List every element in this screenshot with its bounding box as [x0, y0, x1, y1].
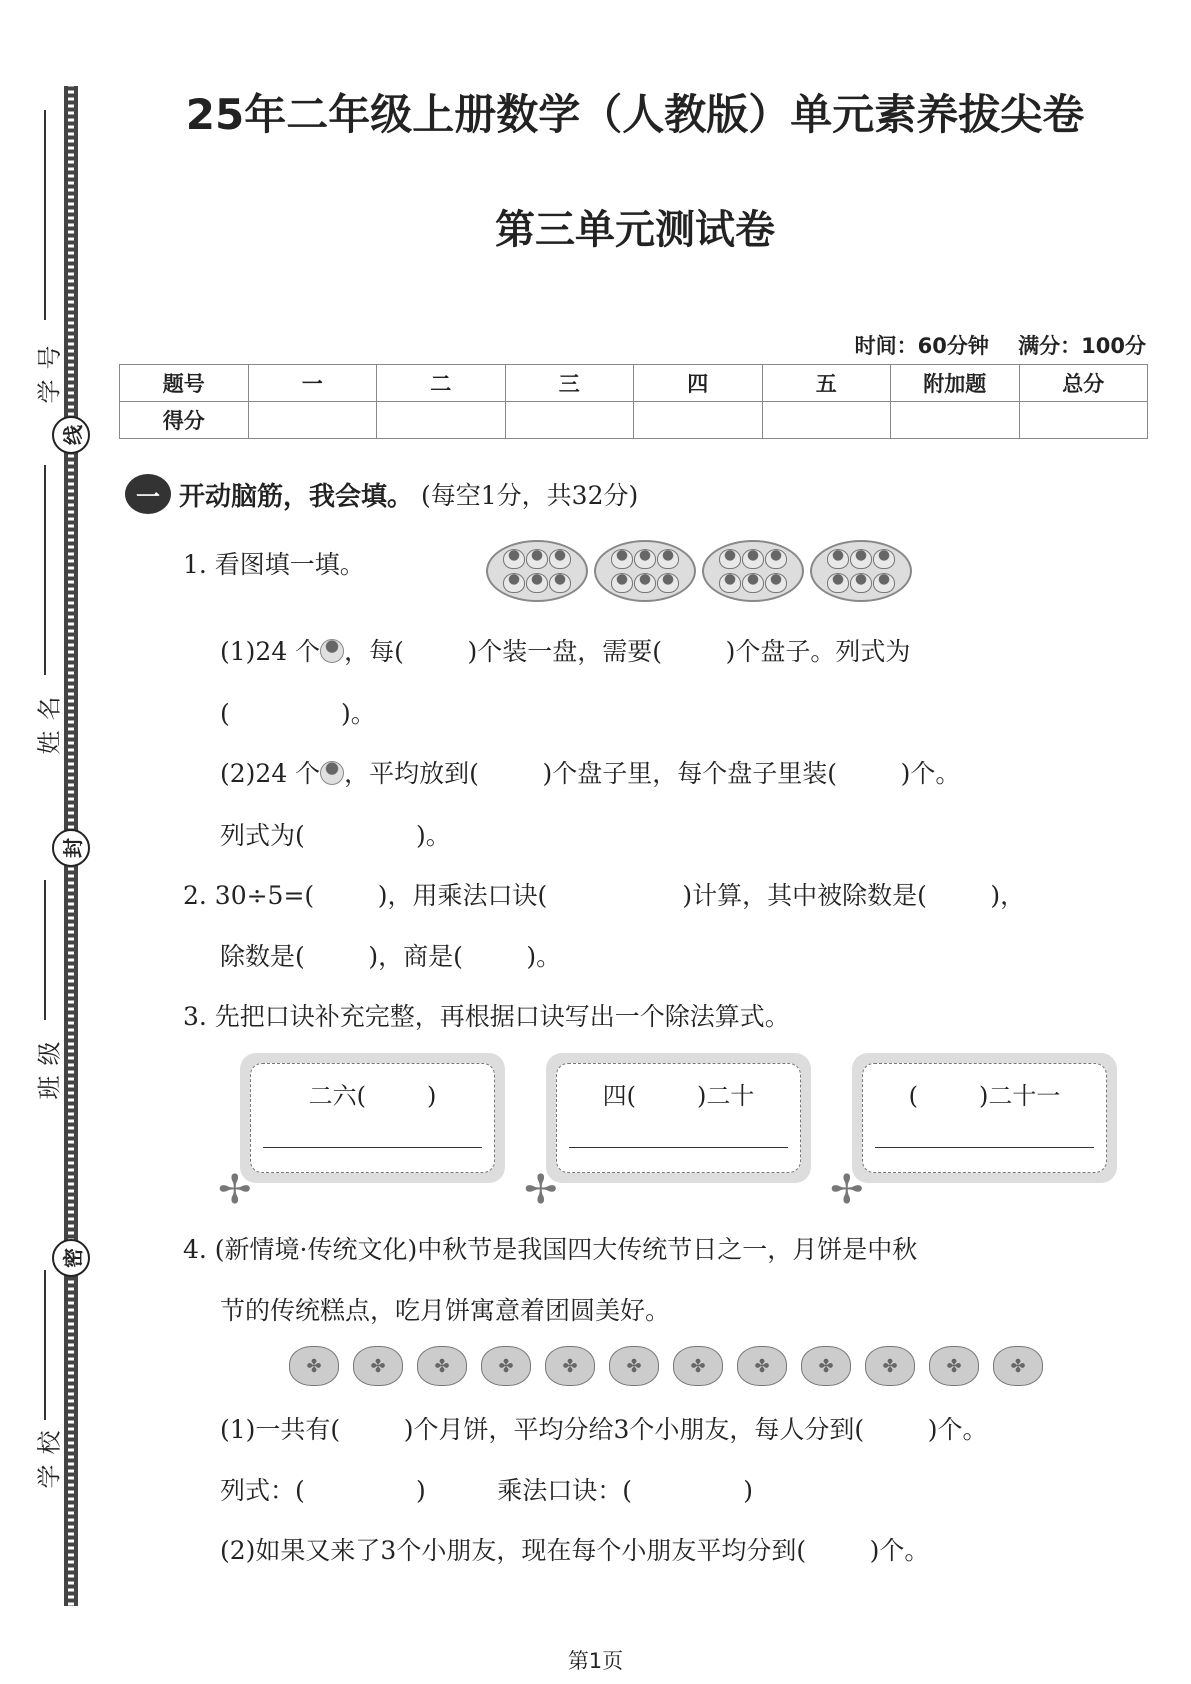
- question-2-line1: 2. 30÷5=( )，用乘法口诀( )计算，其中被除数是( )，: [183, 881, 1026, 910]
- mooncake-icon: ✤: [929, 1346, 979, 1386]
- margin-line: [44, 1270, 46, 1420]
- bun-icon: [320, 761, 344, 785]
- class-label: 班级: [35, 1031, 64, 1100]
- page-title: 25年二年级上册数学（人教版）单元素养拔尖卷: [185, 90, 1085, 139]
- text: ，每( )个装一盘，需要( )个盘子。列式为: [344, 637, 911, 666]
- seal-seal: 封: [52, 829, 90, 867]
- plate-icon: [702, 540, 804, 602]
- bun-icon: [742, 549, 764, 569]
- text: ，平均放到( )个盘子里，每个盘子里装( )个。: [344, 759, 961, 788]
- pinwheel-icon: ✢: [524, 1167, 558, 1213]
- table-row: [120, 402, 1148, 439]
- bun-icon: [719, 549, 741, 569]
- score-cell[interactable]: [891, 402, 1020, 439]
- bun-icon: [503, 573, 525, 593]
- table-header: 三: [505, 365, 634, 402]
- formula-box: [218, 1053, 505, 1213]
- q4-part2: (2)如果又来了3个小朋友，现在每个小朋友平均分到( )个。: [220, 1536, 930, 1565]
- bun-icon: [526, 549, 548, 569]
- bun-icon: [719, 573, 741, 593]
- bun-icon: [657, 549, 679, 569]
- mooncake-icon: ✤: [737, 1346, 787, 1386]
- bun-icon: [526, 573, 548, 593]
- row-label: 得分: [120, 402, 249, 439]
- formula-text: ( )二十一: [908, 1082, 1061, 1110]
- pinwheel-icon: ✢: [218, 1167, 252, 1213]
- q4-part1-formula: 列式：( ) 乘法口诀：( ): [220, 1476, 754, 1505]
- formula-box: [524, 1053, 811, 1213]
- table-header: 题号: [120, 365, 249, 402]
- formula-text: 二六( ): [308, 1082, 437, 1110]
- section-heading: [125, 474, 638, 514]
- bun-icon: [742, 573, 764, 593]
- bun-icon: [850, 573, 872, 593]
- question-1-stem: 1. 看图填一填。: [183, 550, 365, 579]
- section-title: 开动脑筋，我会填。: [179, 481, 414, 512]
- page-subtitle: 第三单元测试卷: [495, 207, 775, 253]
- seal-secret: 密: [52, 1239, 90, 1277]
- table-header: 总分: [1019, 365, 1148, 402]
- score-cell[interactable]: [377, 402, 506, 439]
- answer-line[interactable]: [875, 1147, 1094, 1148]
- score-cell[interactable]: [1019, 402, 1148, 439]
- question-4-line1: 4. (新情境·传统文化)中秋节是我国四大传统节日之一，月饼是中秋: [183, 1235, 918, 1264]
- formula-text: 四( )二十: [602, 1082, 755, 1110]
- text: (1)24 个: [220, 637, 321, 666]
- q1-part2: [220, 754, 960, 790]
- bun-icon: [503, 549, 525, 569]
- table-row: [120, 365, 1148, 402]
- pinwheel-icon: ✢: [830, 1167, 864, 1213]
- bun-icon: [549, 573, 571, 593]
- mooncake-icon: ✤: [801, 1346, 851, 1386]
- table-header: 四: [634, 365, 763, 402]
- table-header: 五: [762, 365, 891, 402]
- bun-icon: [765, 549, 787, 569]
- bun-icon: [873, 549, 895, 569]
- full-score: 满分：100分: [1018, 334, 1146, 358]
- text: (2)24 个: [220, 759, 321, 788]
- bun-icon: [873, 573, 895, 593]
- bun-icon: [634, 549, 656, 569]
- margin-line: [44, 880, 46, 1020]
- plate-icon: [486, 540, 588, 602]
- section-note: (每空1分，共32分): [421, 481, 639, 510]
- score-table: [119, 364, 1148, 439]
- table-header: 二: [377, 365, 506, 402]
- plate-icon: [810, 540, 912, 602]
- mooncakes-illustration: [289, 1346, 1043, 1386]
- mooncake-icon: ✤: [289, 1346, 339, 1386]
- mooncake-icon: ✤: [481, 1346, 531, 1386]
- mooncake-icon: ✤: [673, 1346, 723, 1386]
- plates-illustration: [486, 540, 912, 602]
- table-header: 一: [248, 365, 377, 402]
- question-2-line2: 除数是( )，商是( )。: [220, 942, 562, 971]
- bun-icon: [611, 549, 633, 569]
- plate-icon: [594, 540, 696, 602]
- formula-box: [830, 1053, 1117, 1213]
- mooncake-icon: ✤: [545, 1346, 595, 1386]
- answer-line[interactable]: [263, 1147, 482, 1148]
- bun-icon: [827, 549, 849, 569]
- q1-part1-answer: ( )。: [220, 699, 376, 728]
- exam-info: [855, 330, 1146, 360]
- mooncake-icon: ✤: [417, 1346, 467, 1386]
- bun-icon: [320, 639, 344, 663]
- bun-icon: [549, 549, 571, 569]
- page-number: 第1页: [567, 1649, 624, 1673]
- bun-icon: [634, 573, 656, 593]
- mooncake-icon: ✤: [353, 1346, 403, 1386]
- question-3-stem: 3. 先把口诀补充完整，再根据口诀写出一个除法算式。: [183, 1002, 790, 1031]
- answer-line[interactable]: [569, 1147, 788, 1148]
- bun-icon: [850, 549, 872, 569]
- seal-line: 线: [52, 416, 90, 454]
- question-4-line2: 节的传统糕点，吃月饼寓意着团圆美好。: [220, 1296, 671, 1325]
- bun-icon: [611, 573, 633, 593]
- student-id-label: 学号: [35, 335, 64, 404]
- q1-part2-answer: 列式为( )。: [220, 821, 451, 850]
- section-number-badge: 一: [125, 474, 171, 514]
- score-cell[interactable]: [762, 402, 891, 439]
- score-cell[interactable]: [634, 402, 763, 439]
- q4-part1: (1)一共有( )个月饼，平均分给3个小朋友，每人分到( )个。: [220, 1415, 988, 1444]
- school-label: 学校: [35, 1420, 64, 1489]
- bun-icon: [765, 573, 787, 593]
- bun-icon: [657, 573, 679, 593]
- bun-icon: [827, 573, 849, 593]
- name-label: 姓名: [35, 686, 64, 755]
- score-cell[interactable]: [505, 402, 634, 439]
- margin-line: [44, 465, 46, 675]
- mooncake-icon: ✤: [993, 1346, 1043, 1386]
- time-limit: 时间：60分钟: [854, 334, 989, 358]
- q1-part1: [220, 632, 910, 668]
- mooncake-icon: ✤: [609, 1346, 659, 1386]
- score-cell[interactable]: [248, 402, 377, 439]
- table-header: 附加题: [891, 365, 1020, 402]
- mooncake-icon: ✤: [865, 1346, 915, 1386]
